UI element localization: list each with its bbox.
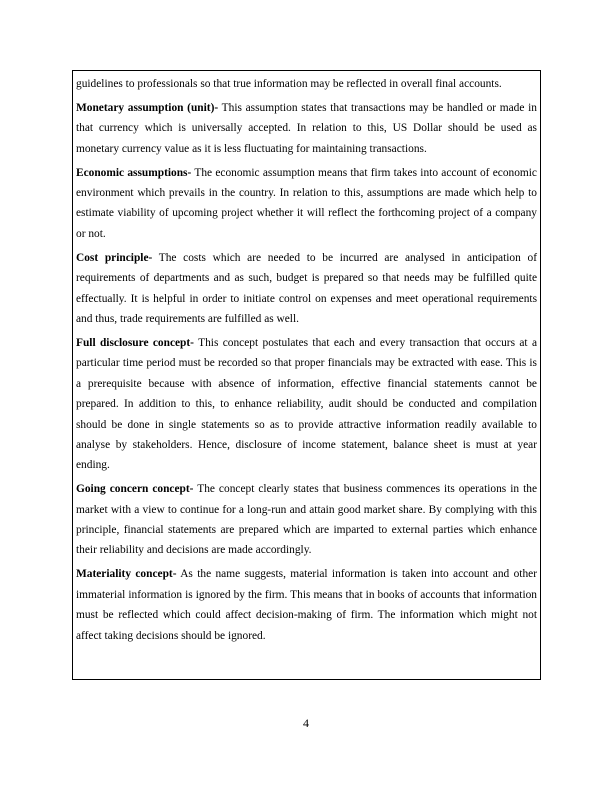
paragraph-term: Materiality concept- xyxy=(76,568,177,581)
page-number: 4 xyxy=(303,716,309,730)
paragraph-cost-principle xyxy=(76,248,537,330)
paragraph-monetary-assumption xyxy=(76,98,537,159)
paragraph-text: This assumption states that transactions may be handled or made in that currency which is universally accepted. In relation to this, US Dollar should be used as monetary currency value as it is less fluctuating for maintaining transactions. xyxy=(76,101,537,155)
paragraph-text: This concept postulates that each and every transaction that occurs at a particular time period must be recorded so that proper financials may be extracted with ease. This is a prerequisite because with absence of information, effective financial statements cannot be prepared. In addition to this, to enhance reliability, audit should be conducted and compilation should be done in single statements so as to provide attractive information readily available to analyse by stakeholders. Hence, disclosure of income statement, balance sheet is must at year ending. xyxy=(76,336,537,472)
paragraph-text: As the name suggests, material information is taken into account and other immaterial information is ignored by the firm. This means that in books of accounts that information must be reflected which could affect decision-making of firm. The information which might not affect taking decisions should be ignored. xyxy=(76,568,537,642)
paragraph-going-concern xyxy=(76,479,537,561)
paragraph-continuation xyxy=(76,74,537,94)
paragraph-term: Economic assumptions- xyxy=(76,166,192,179)
paragraph-term: Full disclosure concept- xyxy=(76,336,194,349)
bordered-text-box xyxy=(72,70,541,680)
paragraph-full-disclosure xyxy=(76,333,537,476)
paragraph-term: Cost principle- xyxy=(76,251,153,264)
paragraph-materiality xyxy=(76,564,537,646)
paragraph-text: The costs which are needed to be incurred are analysed in anticipation of requirements of departments and as such, budget is prepared so that needs may be fulfilled quite effectually. It is helpful in order to initiate control on expenses and meet operational requirements and thus, trade requirements are fulfilled as well. xyxy=(76,251,537,325)
paragraph-text: guidelines to professionals so that true information may be reflected in overall final accounts. xyxy=(76,78,502,90)
paragraph-economic-assumptions xyxy=(76,163,537,245)
paragraph-term: Going concern concept- xyxy=(76,483,194,496)
paragraph-text: The economic assumption means that firm takes into account of economic environment which prevails in the country. In relation to this, assumptions are made which help to estimate viability of upcoming project whether it will reflect the forthcoming project of a company or not. xyxy=(76,166,537,240)
paragraph-text: The concept clearly states that business commences its operations in the market with a view to continue for a long-run and attain good market share. By complying with this principle, financial statements are prepared which are imparted to external parties which enhance their reliability and decisions are made accordingly. xyxy=(76,483,537,557)
paragraph-term: Monetary assumption (unit)- xyxy=(76,101,219,114)
